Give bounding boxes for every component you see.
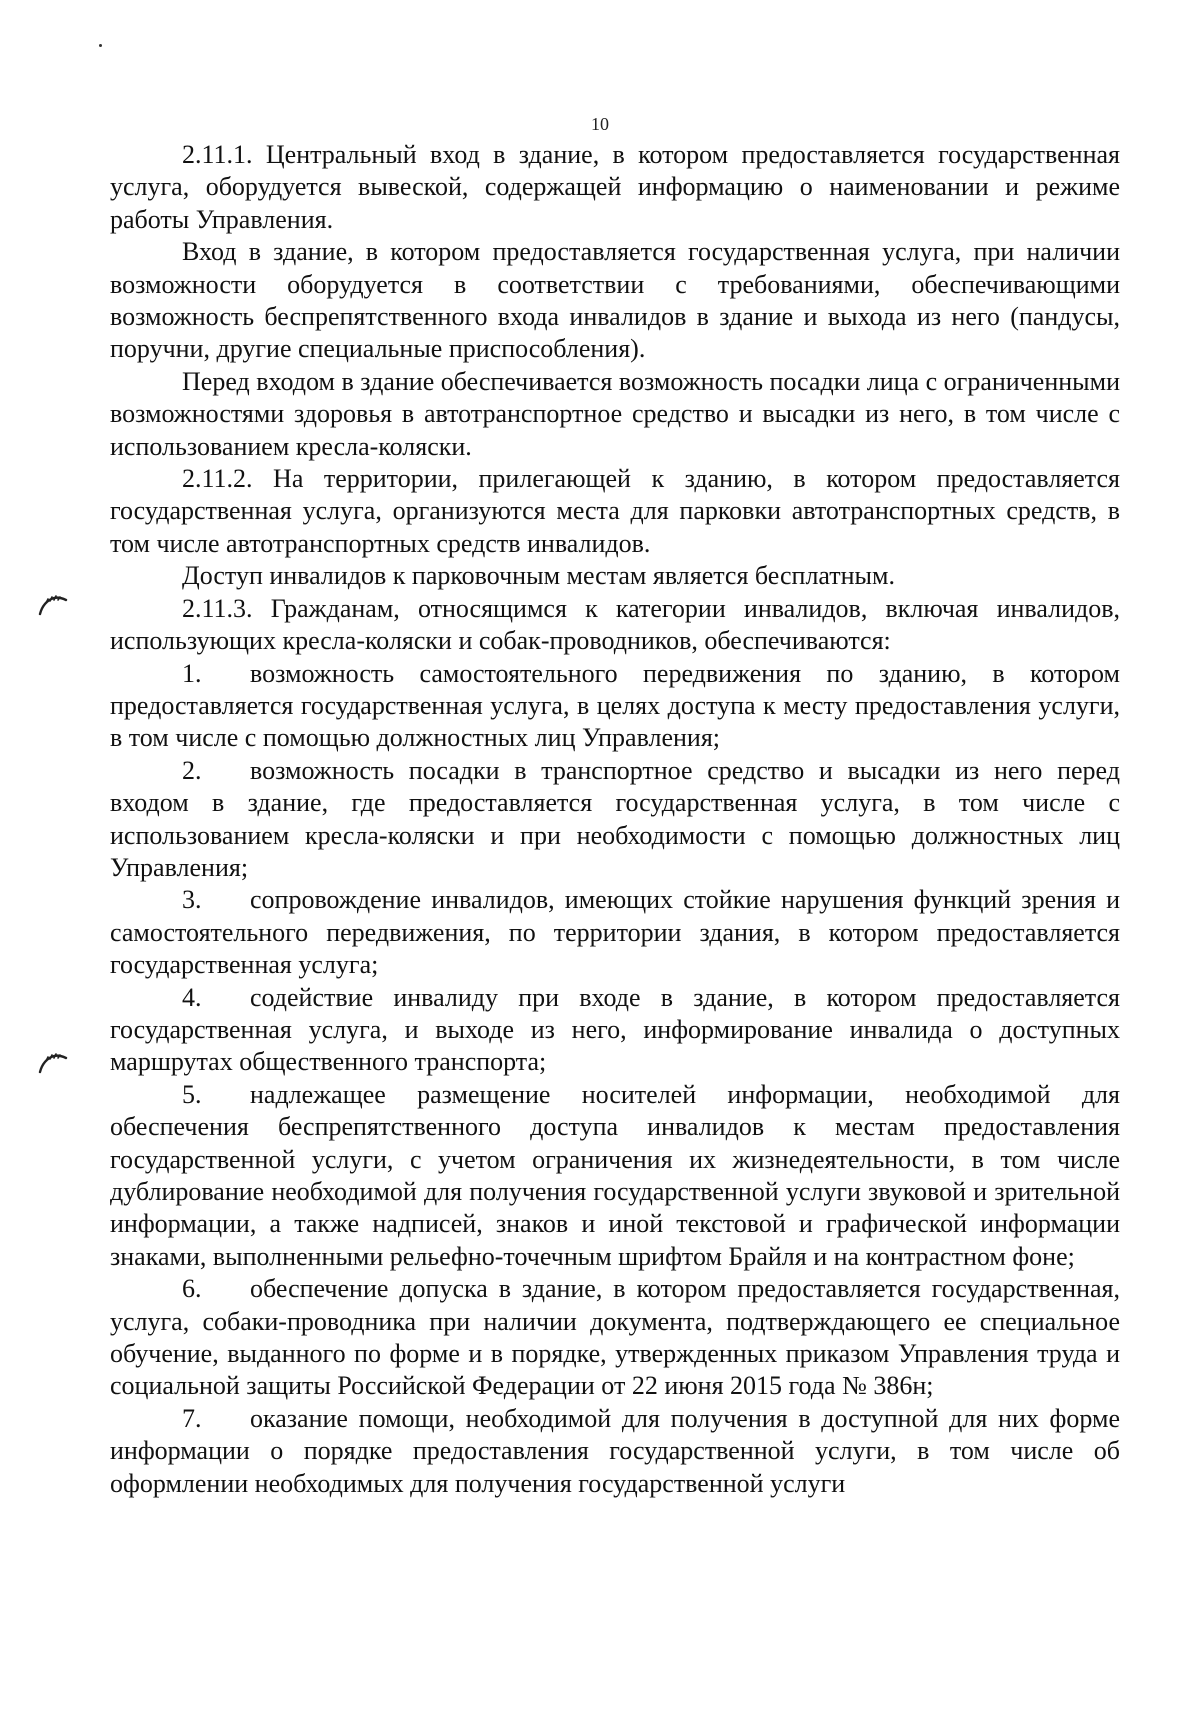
list-item xyxy=(110,755,1120,885)
list-item xyxy=(110,982,1120,1079)
paragraph: 2.11.1. Центральный вход в здание, в котором предоставляется государственная услуга, оборудуется вывеской, содержащей информацию о наименовании и режиме работы Управления. xyxy=(110,140,1120,234)
scan-dot xyxy=(99,44,102,47)
list-item-text: надлежащее размещение носителей информации, необходимой для обеспечения беспрепятственного доступа инвалидов к местам предоставления государственной услуги, с учетом ограничения их жизнедеятельности, в том числе дублирование необходимой для получения государственной услуги звуковой и зрительной информации, а также надписей, знаков и иной текстовой и графической информации знаками, выполненными рельефно-точечным шрифтом Брайля и на контрастном фоне; xyxy=(110,1079,1120,1271)
page-number: 10 xyxy=(591,114,609,134)
list-item-text: оказание помощи, необходимой для получения в доступной для них форме информации о порядке предоставления государственной услуги, в том числе об оформлении необходимых для получения государственной услуги xyxy=(110,1403,1120,1498)
list-item-text: сопровождение инвалидов, имеющих стойкие нарушения функций зрения и самостоятельного передвижения, по территории здания, в котором предоставляется государственная услуга; xyxy=(110,885,1120,980)
list-item xyxy=(110,658,1120,755)
list-item xyxy=(110,1403,1120,1500)
list-item-number: 6. xyxy=(182,1274,202,1304)
handwritten-mark xyxy=(38,1052,68,1074)
list-item xyxy=(110,1273,1120,1403)
list-item-text: возможность самостоятельного передвижения по зданию, в котором предоставляется государственная услуга, в целях доступа к месту предоставления услуги, в том числе с помощью должностных лиц Управления; xyxy=(110,658,1120,753)
list-item-text: содействие инвалиду при входе в здание, в котором предоставляется государственная услуга, и выходе из него, информирование инвалида о доступных маршрутах общественного транспорта; xyxy=(110,982,1120,1077)
list-item-text: возможность посадки в транспортное средство и высадки из него перед входом в здание, где предоставляется государственная услуга, в том числе с использованием кресла-коляски и при необходимости с помощью должностных лиц Управления; xyxy=(110,755,1120,882)
list-item-number: 4. xyxy=(182,982,202,1012)
list-item xyxy=(110,884,1120,981)
list-item-text: обеспечение допуска в здание, в котором предоставляется государственная, услуга, собаки-проводника при наличии документа, подтверждающего ее специальное обучение, выданного по форме и в порядке, утвержденных приказом Управления труда и социальной защиты Российской Федерации от 22 июня 2015 года № 386н; xyxy=(110,1274,1120,1401)
paragraph: Доступ инвалидов к парковочным местам является бесплатным. xyxy=(182,561,895,591)
list-item-number: 1. xyxy=(182,658,202,688)
paragraph: Вход в здание, в котором предоставляется государственная услуга, при наличии возможности оборудуется в соответствии с требованиями, обеспечивающими возможность беспрепятственного входа инвалидов в здание и выхода из него (пандусы, поручни, другие специальные приспособления). xyxy=(110,237,1120,364)
document-body xyxy=(110,139,1120,1500)
list-item-number: 2. xyxy=(182,755,202,785)
paragraph: Перед входом в здание обеспечивается возможность посадки лица с ограниченными возможностями здоровья в автотранспортное средство и высадки из него, в том числе с использованием кресла-коляски. xyxy=(110,366,1120,461)
list-item-number: 3. xyxy=(182,885,202,915)
list-item-number: 5. xyxy=(182,1079,202,1109)
handwritten-mark xyxy=(38,594,68,616)
paragraph: 2.11.2. На территории, прилегающей к зданию, в котором предоставляется государственная услуга, организуются места для парковки автотранспортных средств, в том числе автотранспортных средств инвалидов. xyxy=(110,464,1120,558)
paragraph: 2.11.3. Гражданам, относящимся к категории инвалидов, включая инвалидов, использующих кресла-коляски и собак-проводников, обеспечиваются: xyxy=(110,593,1120,656)
list-item xyxy=(110,1079,1120,1273)
list-item-number: 7. xyxy=(182,1403,202,1433)
